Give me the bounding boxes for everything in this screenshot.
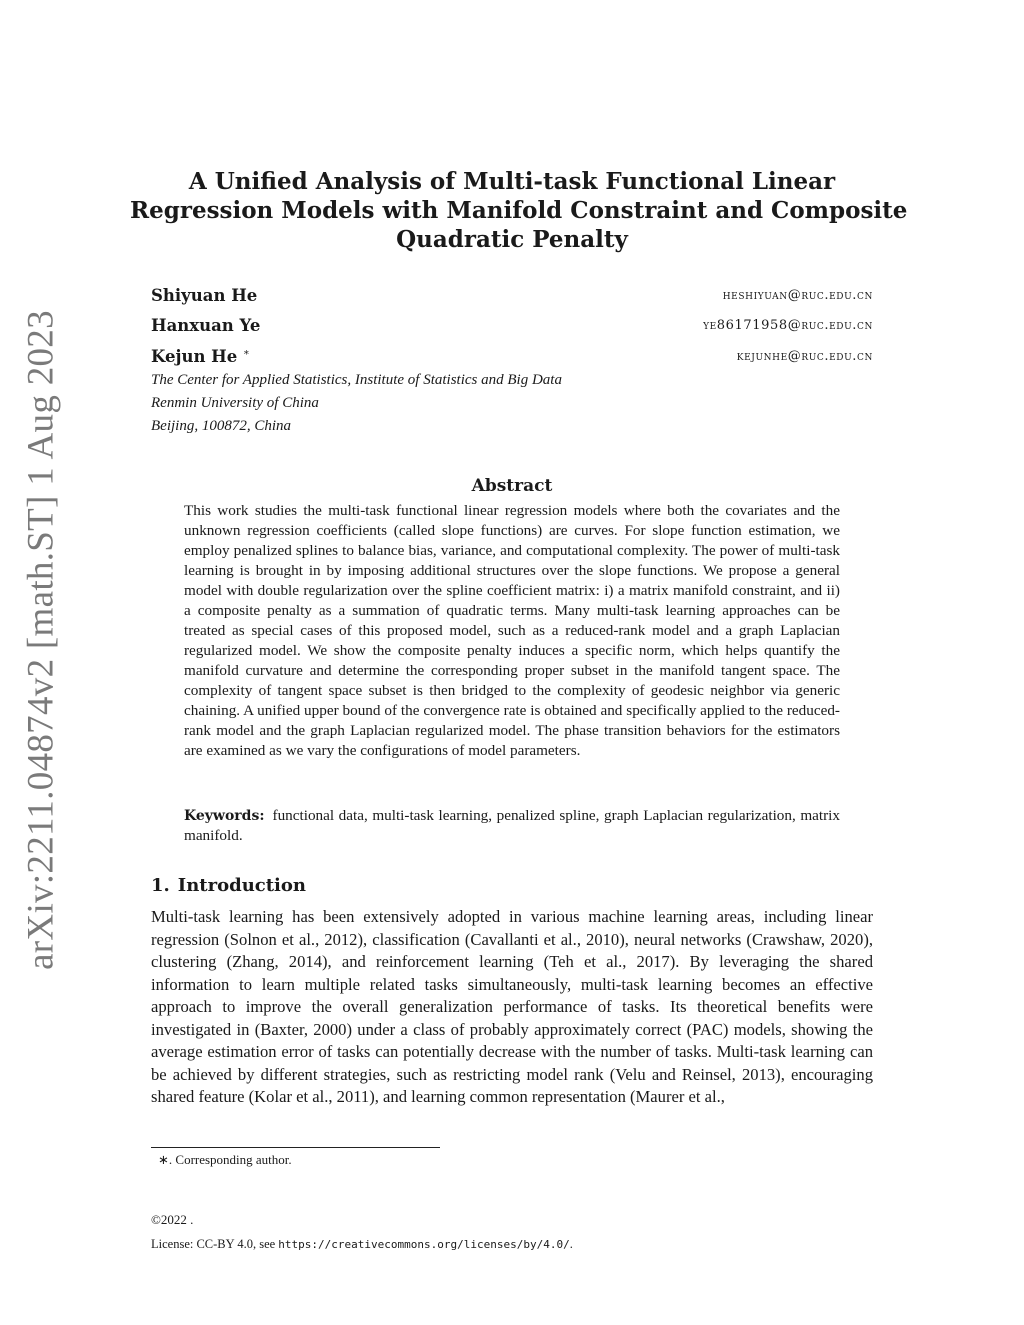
author-name: Hanxuan Ye [151,316,261,335]
author-email: ye86171958@ruc.edu.cn [703,318,873,333]
arxiv-identifier: arXiv:2211.04874v2 [math.ST] 1 Aug 2023 [20,310,62,970]
keywords [184,806,840,846]
footnote-divider [151,1147,440,1148]
license-notice [151,1237,573,1252]
corresponding-author-mark: ∗ [243,347,250,359]
keywords-text: functional data, multi-task learning, penalized spline, graph Laplacian regularization, matrix manifold. [184,807,840,844]
license-suffix: . [569,1237,573,1251]
author-email: kejunhe@ruc.edu.cn [736,349,873,364]
section-title: Introduction [177,875,306,896]
author-name [151,347,250,366]
author-email: heshiyuan@ruc.edu.cn [722,288,873,303]
author-row [151,347,873,367]
paper-title [130,167,908,254]
license-prefix: License: CC-BY 4.0, see [151,1237,279,1251]
license-link[interactable]: https://creativecommons.org/licenses/by/4.0/ [278,1238,570,1251]
footnote: ∗. Corresponding author. [158,1152,292,1167]
affiliation-line: Beijing, 100872, China [151,418,291,434]
introduction-paragraph: Multi-task learning has been extensively adopted in various machine learning areas, including linear regression (Solnon et al., 2012), classification (Cavallanti et al., 2010), neural networks (Crawshaw, 2020), clustering (Zhang, 2014), and reinforcement learning (Teh et al., 2017). By leveraging the shared information to learn multiple related tasks simultaneously, multi-task learning becomes an effective approach to improve the overall generalization performance of tasks. Its theoretical benefits were investigated in (Baxter, 2000) under a class of probably approximately correct (PAC) models, showing the average estimation error of tasks can potentially decrease with the number of tasks. Multi-task learning can be achieved by different strategies, such as restricting model rank (Velu and Reinsel, 2013), encouraging shared feature (Kolar et al., 2011), and learning common representation (Maurer et al., [151,907,873,1106]
author-name: Shiyuan He [151,286,258,305]
title-line: Quadratic Penalty [396,226,628,253]
author-row [151,316,873,336]
keywords-label: Keywords: [184,808,265,824]
affiliation-line: Renmin University of China [151,395,319,411]
copyright-notice: ©2022 . [151,1212,194,1227]
title-line: A Unified Analysis of Multi-task Functional Linear [188,168,836,195]
section-number: 1. [151,875,170,896]
author-name-text: Kejun He [151,347,238,366]
author-row [151,286,873,306]
section-heading [151,875,306,896]
abstract-text: This work studies the multi-task functional linear regression models where both the covariates and the unknown regression coefficients (called slope functions) are curves. For slope function estimation, we employ penalized splines to balance bias, variance, and computational complexity. The power of multi-task learning is brought in by imposing additional structures over the slope functions. We propose a general model with double regularization over the spline coefficient matrix: i) a matrix manifold constraint, and ii) a composite penalty as a summation of quadratic terms. Many multi-task learning approaches can be treated as special cases of this proposed model, such as a reduced-rank model and a graph Laplacian regularized model. We show the composite penalty induces a specific norm, which helps quantify the manifold curvature and determine the corresponding proper subset in the manifold tangent space. The complexity of tangent space subset is then bridged to the complexity of geodesic neighbor via generic chaining. A unified upper bound of the convergence rate is obtained and specifically applied to the reduced-rank model and the graph Laplacian regularized model. The phase transition behaviors for the estimators are examined as we vary the configurations of model parameters. [184,502,840,759]
affiliation-line: The Center for Applied Statistics, Institute of Statistics and Big Data [151,372,562,388]
title-line: Regression Models with Manifold Constraint and Composite [130,197,908,224]
abstract-heading: Abstract [471,476,553,496]
